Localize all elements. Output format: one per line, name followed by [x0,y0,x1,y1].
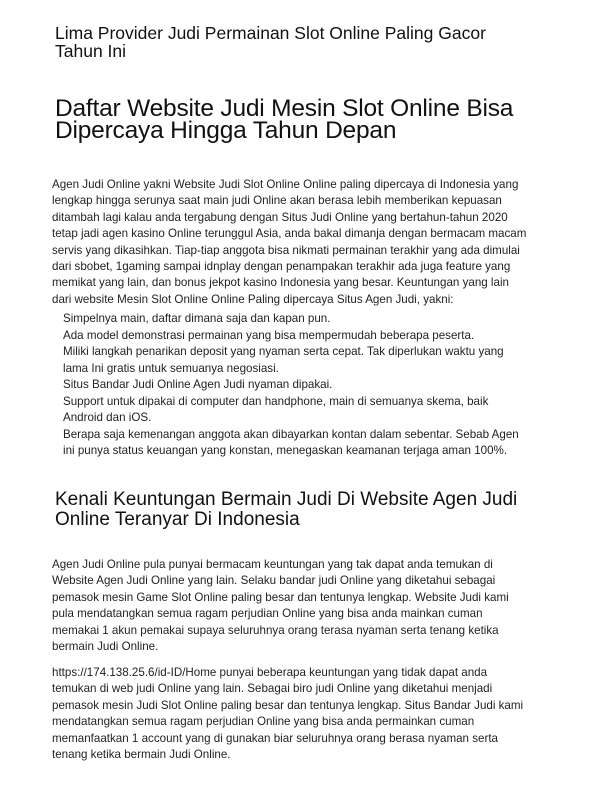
list-item: Simpelnya main, daftar dimana saja dan kapan pun. [63,312,331,325]
list-item: Android dan iOS. [63,411,152,424]
heading-line: Online Teranyar Di Indonesia [55,509,300,530]
text-line: pemasok mesin Judi Slot Online paling besar dan tentunya lengkap. Situs Bandar Judi kami [52,698,524,712]
paragraph-3 [52,665,523,763]
list-item: Ada model demonstrasi permainan yang bisa mempermudah beberapa peserta. [63,328,475,342]
text-line: tenang ketika bermain Judi Online. [52,748,231,762]
list-item: Miliki langkah penarikan deposit yang nyaman serta cepat. Tak diperlukan waktu yang [63,345,504,358]
heading-line: Kenali Keuntungan Bermain Judi Di Website Agen Judi [55,489,518,510]
text-line: memikat yang lain, dan bonus jekpot kasino Indonesia yang besar. Keuntungan yang lain [52,276,509,290]
title-line: Tahun Ini [55,41,127,61]
intro-paragraph [52,177,526,308]
text-line: Website Agen Judi Online yang lain. Selaku bandar judi Online yang diketahui sebagai [52,574,496,588]
list-item: Situs Bandar Judi Online Agen Judi nyaman dipakai. [63,378,333,391]
text-line: ditambah lagi kalau anda tergabung dengan Situs Judi Online yang bertahun-tahun 2020 [52,210,508,224]
heading-line: Daftar Website Judi Mesin Slot Online Bisa [55,95,514,122]
text-line: memanfaatkan 1 account yang di gunakan biar seluruhnya orang berasa nyaman serta [52,731,498,745]
text-line: bermain Judi Online. [52,640,159,654]
title-line: Lima Provider Judi Permainan Slot Online Paling Gacor [55,23,486,43]
text-line: pemasok mesin Game Slot Online paling besar dan tentunya lengkap. Website Judi kami [52,590,509,604]
text-line: mendatangkan semua ragam perjudian Online yang bisa anda permainkan cuman [52,715,475,729]
text-line: Agen Judi Online yakni Website Judi Slot Online Online paling dipercaya di Indonesia yang [52,178,519,191]
list-item: lama Ini gratis untuk semuanya negosiasi. [63,361,279,375]
text-line: dari sbobet, 1gaming sampai idnplay dengan penampakan terakhir ada juga feature yang [52,260,511,274]
text-line: lengkap hingga serunya saat main judi Online akan berasa lebih memberikan kepuasan [52,194,502,208]
document-title [55,24,486,60]
text-line: dari website Mesin Slot Online Online Paling dipercaya Situs Agen Judi, yakni: [52,292,454,306]
text-line: memakai 1 akun pemakai supaya seluruhnya orang terasa nyaman serta tenang ketika [52,623,499,637]
text-line: https://174.138.25.6/id-ID/Home punyai beberapa keuntungan yang tidak dapat anda [52,666,488,679]
heading-line: Dipercaya Hingga Tahun Depan [55,117,397,144]
text-line: pula mendatangkan semua ragam perjudian Online yang bisa anda mainkan cuman [52,607,483,621]
list-item: ini punya status keuangan yang konstan, menegaskan keamanan terjaga aman 100%. [63,444,508,457]
list-item: Berapa saja kemenangan anggota akan dibayarkan kontan dalam sebentar. Sebab Agen [63,427,519,441]
text-line: servis yang dikasihkan. Tiap-tiap anggota bisa nikmati permainan terakhir yang ada dimulai [52,243,520,257]
text-line: tetap jadi agen kasino Online terunggul Asia, anda bakal dimanja dengan bermacam macam [52,227,527,241]
paragraph-2 [52,557,509,655]
text-line: Agen Judi Online pula punyai bermacam keuntungan yang tak dapat anda temukan di [52,558,493,571]
list-item: Support untuk dipakai di computer dan handphone, main di semuanya skema, baik [63,394,489,408]
section-heading [55,490,517,530]
text-line: temukan di web judi Online yang lain. Sebagai biro judi Online yang diketahui menjadi [52,682,493,696]
main-heading [55,95,514,144]
benefits-list [63,311,519,460]
